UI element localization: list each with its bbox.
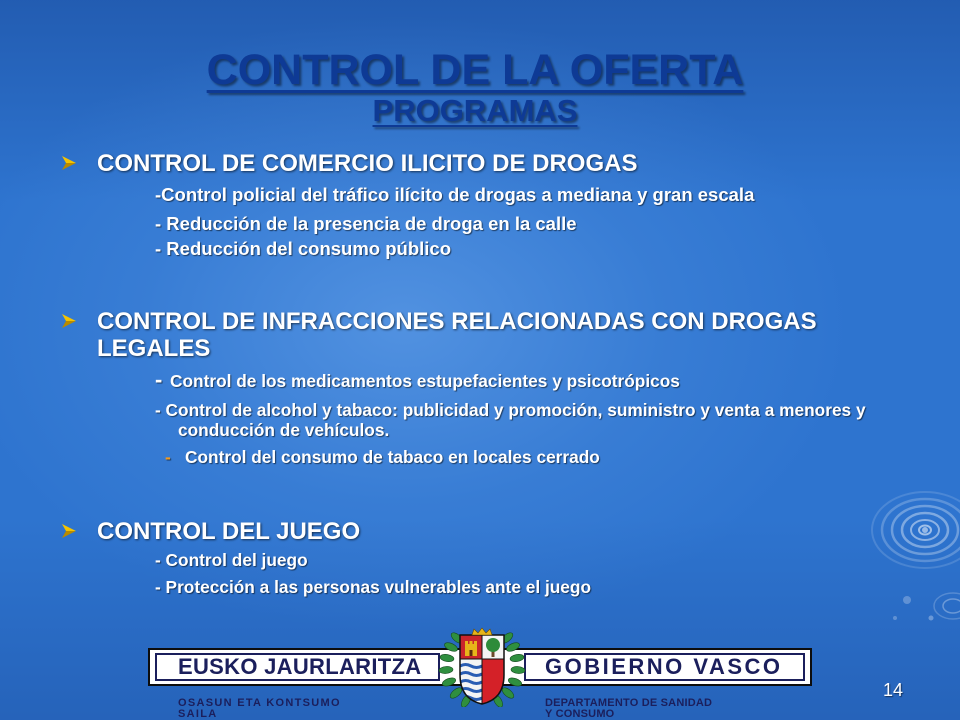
arrowhead-bullet-icon <box>62 156 76 170</box>
department-caption-basque <box>178 698 341 719</box>
slide-title: CONTROL DE LA OFERTA <box>206 46 744 94</box>
caption-line: SAILA <box>178 707 218 720</box>
water-ripple-decoration <box>835 468 960 633</box>
caption-line: OSASUN ETA KONTSUMO <box>178 697 341 709</box>
section-heading-comercio-ilicito: CONTROL DE COMERCIO ILICITO DE DROGAS <box>97 150 638 177</box>
logo-text-basque: EUSKO JAURLARITZA <box>178 654 422 679</box>
sub-item: - Control de los medicamentos estupefacientes y psicotrópicos <box>155 367 680 392</box>
sub-item: -Control policial del tráfico ilícito de drogas a mediana y gran escala <box>155 184 755 205</box>
department-caption-spanish <box>545 698 712 719</box>
sub-item: - Control de alcohol y tabaco: publicidad y promoción, suministro y venta a menores y conducción de vehículos. <box>155 400 866 440</box>
section-heading-juego: CONTROL DEL JUEGO <box>97 518 361 545</box>
arrowhead-bullet-icon <box>62 314 76 328</box>
caption-line: DEPARTAMENTO DE SANIDAD <box>545 697 713 709</box>
page-number: 14 <box>883 680 904 700</box>
slide-subtitle: PROGRAMAS <box>372 93 578 128</box>
logo-text-spanish: GOBIERNO VASCO <box>545 654 783 679</box>
basque-coat-of-arms-icon <box>436 627 528 707</box>
section-heading-drogas-legales: CONTROL DE INFRACCIONES RELACIONADAS CON DROGAS LEGALES <box>97 308 817 362</box>
sub-item: - Reducción de la presencia de droga en la calle <box>155 213 577 234</box>
sub-item: - Control del juego <box>155 550 308 570</box>
caption-line: Y CONSUMO <box>545 707 615 720</box>
sub-item: - Reducción del consumo público <box>155 238 452 259</box>
sub-item: - Control del consumo de tabaco en locales cerrado <box>165 447 600 467</box>
arrowhead-bullet-icon <box>62 524 76 538</box>
sub-item: - Protección a las personas vulnerables ante el juego <box>155 577 592 597</box>
item-text: Control del consumo de tabaco en locales cerrado <box>185 447 600 467</box>
item-text: Control de los medicamentos estupefacientes y psicotrópicos <box>170 371 680 391</box>
